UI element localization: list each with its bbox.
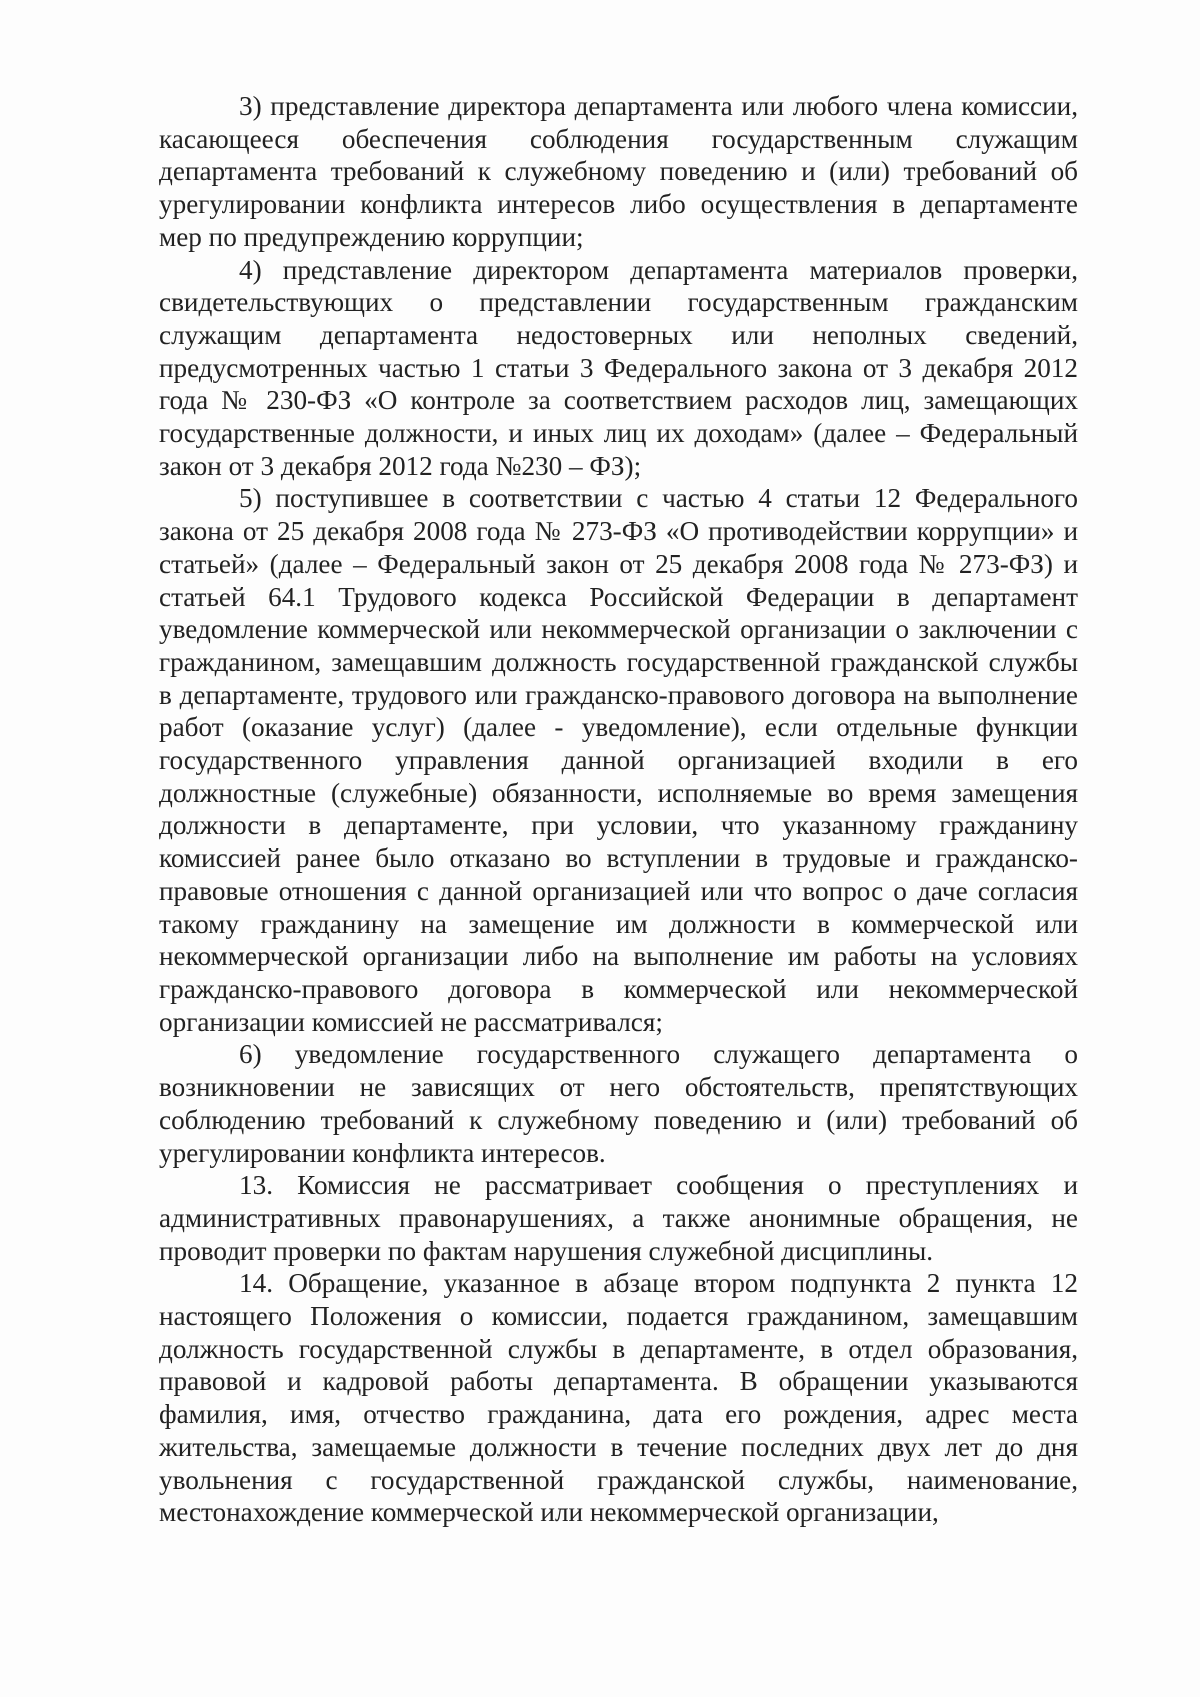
document-body — [159, 90, 1078, 1529]
paragraph-item-6: 6) уведомление государственного служащего департамента о возникновении не зависящих от него обстоятельств, препятствующих соблюдению требований к служебному поведению и (или) требований об урегулировании конфликта интересов. — [159, 1039, 1078, 1168]
paragraph-item-3: 3) представление директора департамента или любого члена комиссии, касающееся обеспечения соблюдения государственным служащим департамента требований к служебному поведению и (или) требований об урегулировании конфликта интересов либо осуществления в департаменте мер по предупреждению коррупции; — [159, 91, 1078, 252]
paragraph-14: 14. Обращение, указанное в абзаце втором подпункта 2 пункта 12 настоящего Положения о комиссии, подается гражданином, замещавшим должность государственной службы в департаменте, в отдел образования, правовой и кадровой работы департамента. В обращении указываются фамилия, имя, отчество гражданина, дата его рождения, адрес места жительства, замещаемые должности в течение последних двух лет до дня увольнения с государственной гражданской службы, наименование, местонахождение коммерческой или некоммерческой организации, — [159, 1268, 1078, 1528]
paragraph-13: 13. Комиссия не рассматривает сообщения о преступлениях и административных правонарушениях, а также анонимные обращения, не проводит проверки по фактам нарушения служебной дисциплины. — [159, 1170, 1078, 1266]
paragraph-item-5: 5) поступившее в соответствии с частью 4 статьи 12 Федерального закона от 25 декабря 2008 года № 273-ФЗ «О противодействии коррупции» и статьей» (далее – Федеральный закон от 25 декабря 2008 года № 273-ФЗ) и статьей 64.1 Трудового кодекса Российской Федерации в департамент уведомление коммерческой или некоммерческой организации о заключении с гражданином, замещавшим должность государственной гражданской службы в департаменте, трудового или гражданско-правового договора на выполнение работ (оказание услуг) (далее - уведомление), если отдельные функции государственного управления данной организацией входили в его должностные (служебные) обязанности, исполняемые во время замещения должности в департаменте, при условии, что указанному гражданину комиссией ранее было отказано во вступлении в трудовые и гражданско-правовые отношения с данной организацией или что вопрос о даче согласия такому гражданину на замещение им должности в коммерческой или некоммерческой организации либо на выполнение им работы на условиях гражданско-правового договора в коммерческой или некоммерческой организации комиссией не рассматривался; — [159, 483, 1078, 1037]
paragraph-item-4: 4) представление директором департамента материалов проверки, свидетельствующих о представлении государственным гражданским служащим департамента недостоверных или неполных сведений, предусмотренных частью 1 статьи 3 Федерального закона от 3 декабря 2012 года № 230-ФЗ «О контроле за соответствием расходов лиц, замещающих государственные должности, и иных лиц их доходам» (далее – Федеральный закон от 3 декабря 2012 года №230 – ФЗ); — [159, 254, 1078, 481]
